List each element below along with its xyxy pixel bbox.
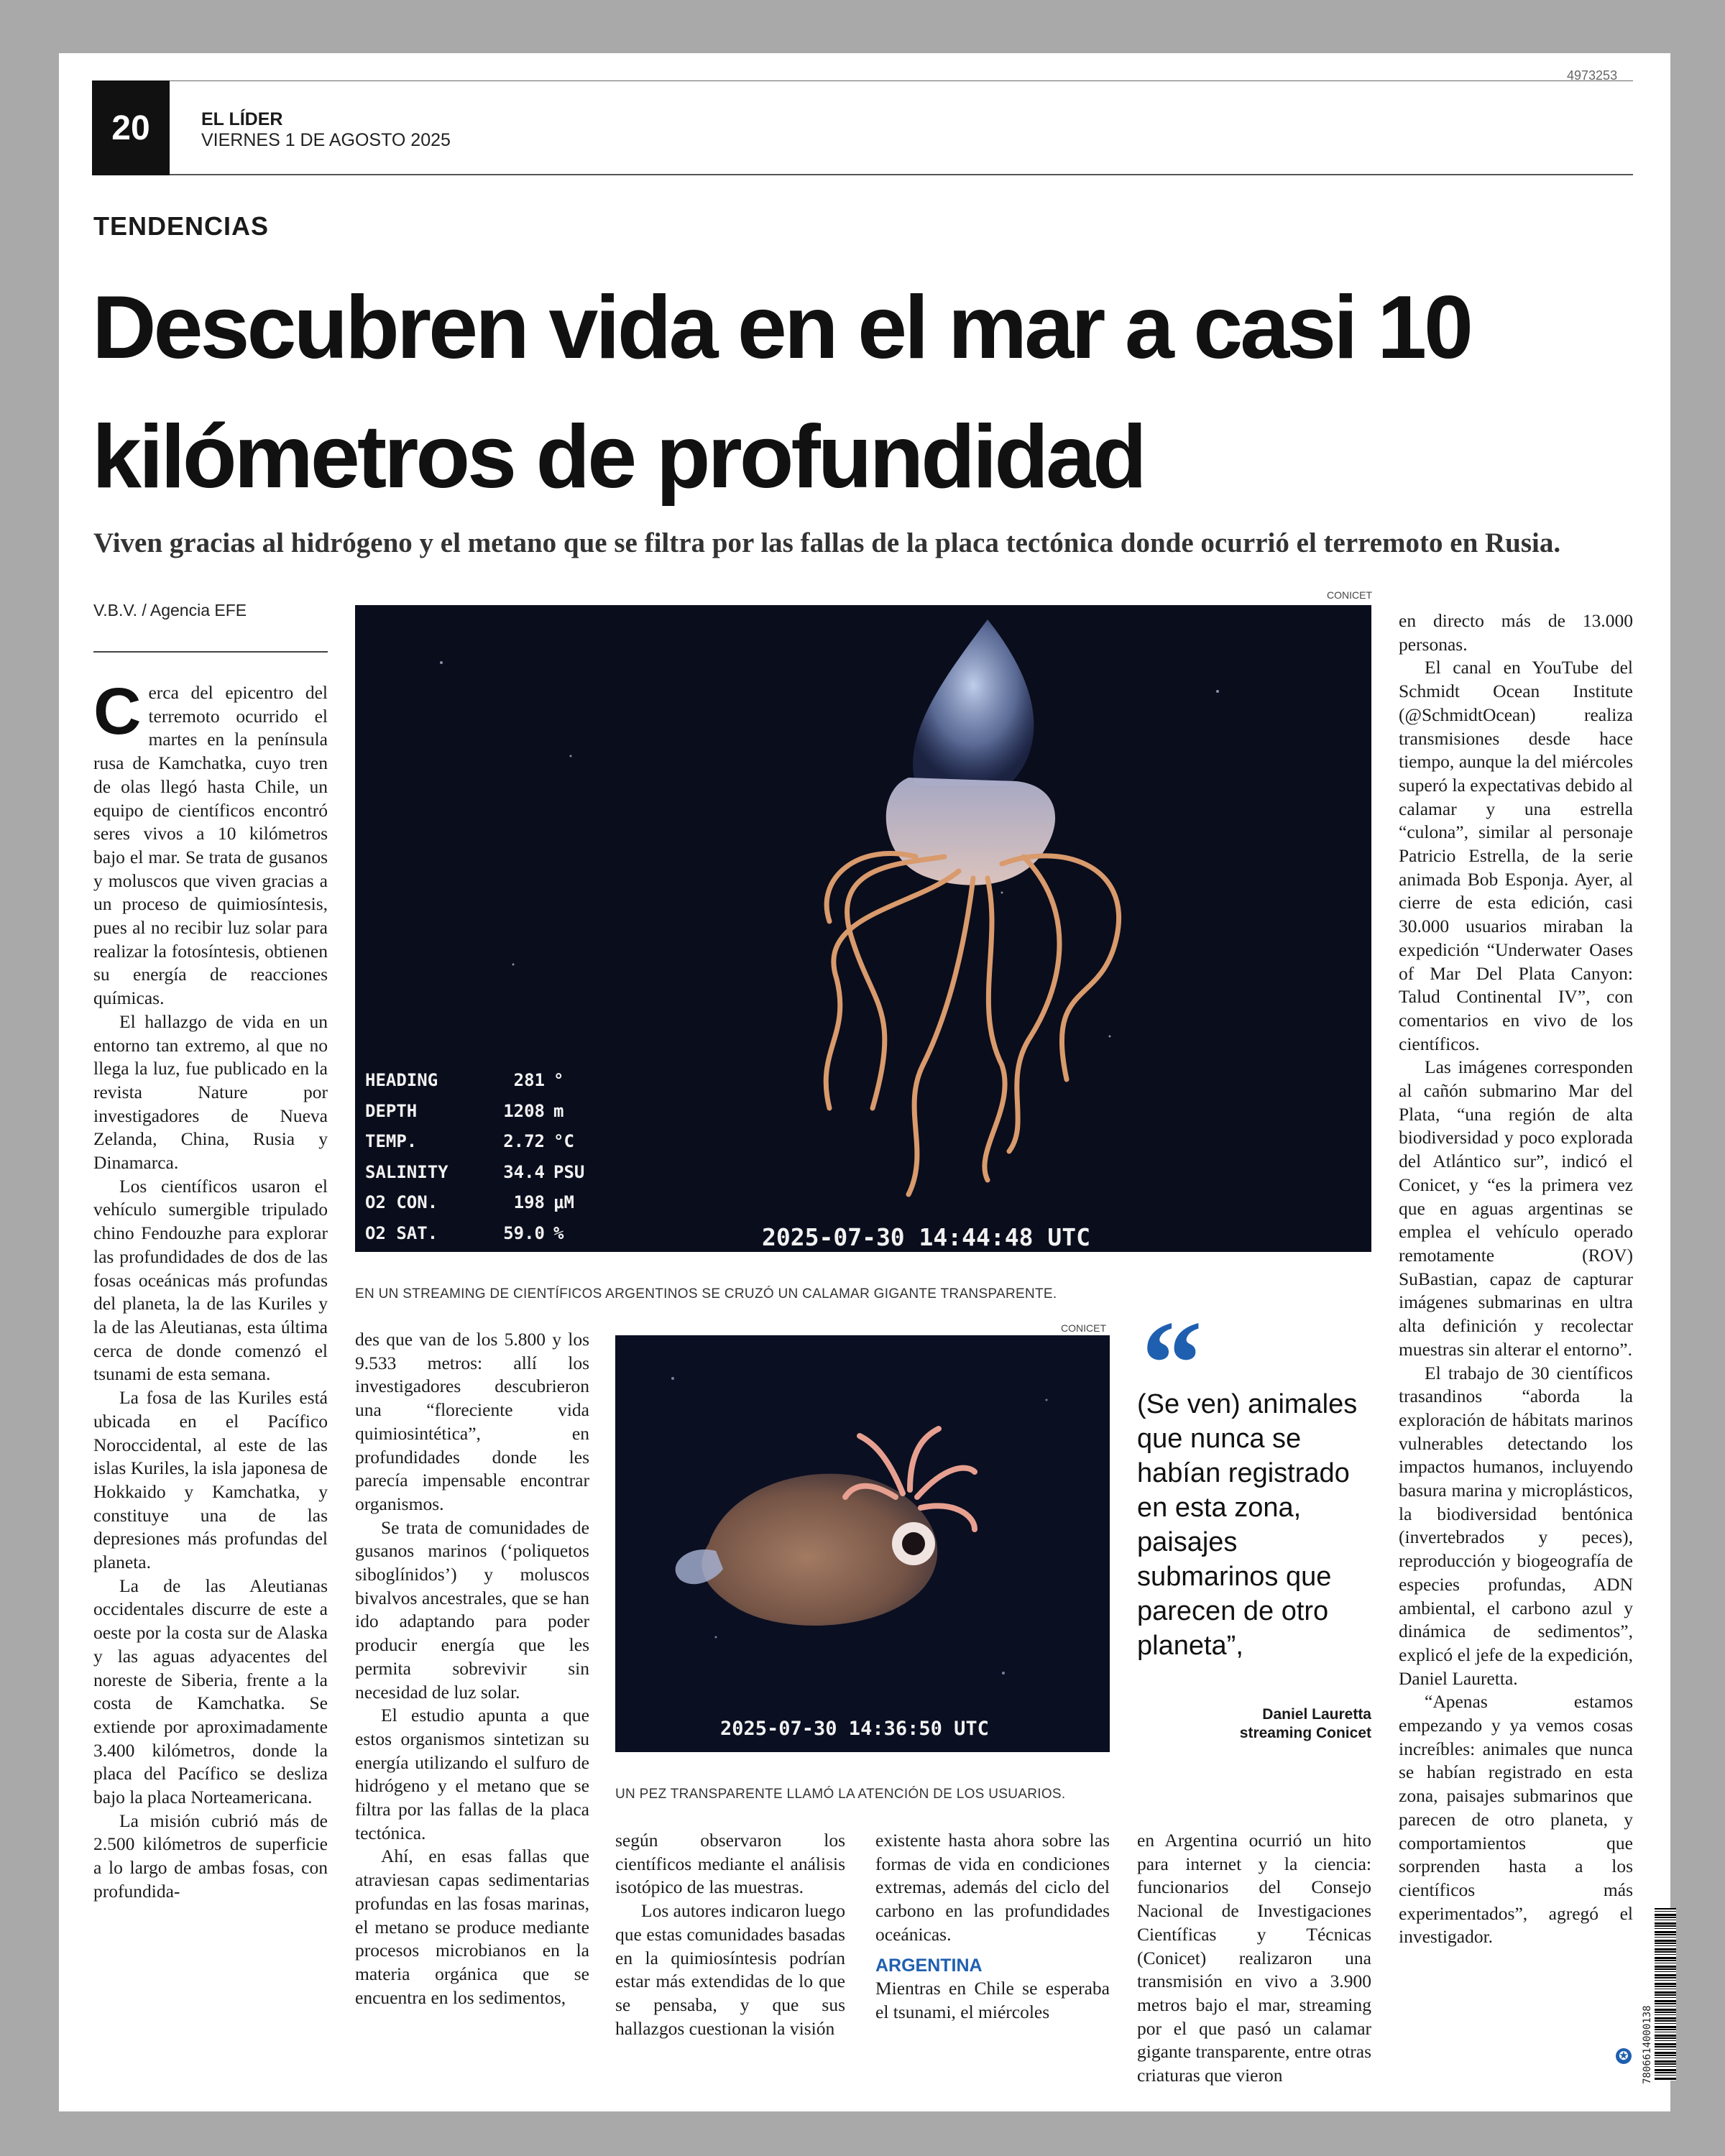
telemetry-row: O2 CON. 198 μM bbox=[365, 1192, 574, 1212]
pull-quote: (Se ven) animales que nunca se habían registrado en esta zona, paisajes submarinos que parecen de otro planeta”, bbox=[1137, 1389, 1358, 1661]
telemetry-row: HEADING 281 ° bbox=[365, 1070, 564, 1090]
subheadline: Viven gracias al hidrógeno y el metano que se filtra por las fallas de la placa tectónica donde ocurrió el terremoto en Rusia. bbox=[93, 528, 1561, 558]
article-column-2 bbox=[355, 1328, 589, 2009]
paragraph: des que van de los 5.800 y los 9.533 metros: allí los investigadores descubrieron una “floreciente vida quimiosintética”, en profundidades donde les parecía impensable encontrar organismos. bbox=[355, 1329, 589, 1514]
subheading: ARGENTINA bbox=[875, 1955, 983, 1976]
telemetry-row: SALINITY 34.4 PSU bbox=[365, 1161, 585, 1182]
paragraph: en directo más de 13.000 personas. bbox=[1399, 610, 1633, 655]
article-column-6 bbox=[1399, 609, 1633, 1949]
paragraph: Los autores indicaron luego que estas comunidades basadas en la quimiosíntesis podrían estar más extendidas de lo que se pensaba, y que sus hallazgos cuestionan la visión bbox=[615, 1900, 845, 2039]
headline: Descubren vida en el mar a casi 10 kilómetros de profundidad bbox=[92, 278, 1471, 507]
page-code: 4973253 bbox=[1567, 68, 1618, 83]
paragraph: según observaron los científicos mediante el análisis isotópico de las muestras. bbox=[615, 1830, 845, 1898]
telemetry-row: DEPTH 1208 m bbox=[365, 1100, 564, 1121]
telemetry-overlay bbox=[365, 1065, 584, 1248]
quote-source-role: streaming Conicet bbox=[1239, 1725, 1371, 1741]
transparent-fish-image bbox=[615, 1335, 1110, 1752]
section-label: TENDENCIAS bbox=[93, 211, 270, 241]
photo-credit: CONICET bbox=[1327, 589, 1372, 601]
paragraph: Ahí, en esas fallas que atraviesan capas sedimentarias profundas en las fosas marinas, el metano se produce mediante procesos microbianos en la materia orgánica que se encuentra en los sedimentos, bbox=[355, 1846, 589, 2008]
article-end-icon: ✪ bbox=[1616, 2048, 1632, 2064]
telemetry-row: TEMP. 2.72 °C bbox=[365, 1131, 574, 1151]
paragraph: El trabajo de 30 científicos trasandinos “aborda la exploración de hábitats marinos vulnerables detectando los impactos humanos, incluyendo basura marina y microplásticos, la biodiversidad bentónica (invertebrados y peces), reproducción y biogeografía de especies profundas, ADN ambiental, el carbono azul y dinámica de sedimentos”, explicó el jefe de la expedición, Daniel Lauretta. bbox=[1399, 1362, 1633, 1689]
byline: V.B.V. / Agencia EFE bbox=[93, 601, 247, 619]
article-column-5 bbox=[1137, 1829, 1371, 2088]
article-column-1 bbox=[93, 675, 328, 1904]
paragraph: El estudio apunta a que estos organismos sintetizan su energía utilizando el sulfuro de hidrógeno y el metano que se filtra por las fallas de la placa tectónica. bbox=[355, 1705, 589, 1843]
quote-source-name: Daniel Lauretta bbox=[1262, 1706, 1371, 1723]
barcode-number: 7806614000138 bbox=[1642, 2005, 1653, 2084]
paragraph: Cerca del epicentro del terremoto ocurrido el martes en la península rusa de Kamchatka, cuyo tren de olas llegó hasta Chile, un equipo de científicos encontró seres vivos a 10 kilómetros bajo el mar. Se trata de gusanos y moluscos que viven gracias a un proceso de quimiosíntesis, pues al no recibir luz solar para realizar la fotosíntesis, obtienen su energía de reacciones químicas. bbox=[93, 675, 328, 1009]
paragraph: “Apenas estamos empezando y ya vemos cosas increíbles: animales que nunca se habían registrado en esta zona, paisajes submarinos que parecen de otro planeta, y comportamientos que sorprenden hasta a los científicos más experimentados”, agregó el investigador. bbox=[1399, 1691, 1633, 1948]
squid-photo bbox=[355, 605, 1371, 1252]
paragraph: Las imágenes corresponden al cañón submarino Mar del Plata, “una región de alta biodiversidad y poco explorada del Atlántico sur”, indicó el Conicet, y “es la primera vez que en aguas argentinas se emplea el vehículo operado remotamente (ROV) SuBastian, capaz de capturar imágenes submarinas en ultra alta definición y recolectar muestras sin alterar el entorno”. bbox=[1399, 1056, 1633, 1360]
fish-photo bbox=[615, 1335, 1110, 1752]
drop-cap: C bbox=[93, 675, 142, 748]
article-column-3 bbox=[615, 1829, 845, 2040]
issue-date: VIERNES 1 DE AGOSTO 2025 bbox=[201, 130, 451, 150]
newspaper-name: EL LÍDER bbox=[201, 109, 283, 129]
paragraph: El canal en YouTube del Schmidt Ocean Institute (@SchmidtOcean) realiza transmisiones desde hace tiempo, aunque la del miércoles superó la expectativas debido al calamar y una estrella “culona”, similar al personaje Patricio Estrella, de la serie animada Bob Esponja. Ayer, al cierre de esta edición, casi 30.000 usuarios miraban la expedición “Underwater Oases of Mar Del Plata Canyon: Talud Continental IV”, con comentarios en vivo de los científicos. bbox=[1399, 657, 1633, 1054]
top-rule bbox=[170, 80, 1633, 81]
byline-rule bbox=[93, 651, 328, 653]
video-timestamp: 2025-07-30 14:44:48 UTC bbox=[762, 1223, 1090, 1251]
paragraph: El hallazgo de vida en un entorno tan extremo, al que no llega la luz, fue publicado en la revista Nature por investigadores de Nueva Zelanda, China, Rusia y Dinamarca. bbox=[93, 1010, 328, 1174]
paragraph: existente hasta ahora sobre las formas de vida en condiciones extremas, además del ciclo del carbono en las profundidades oceánicas. bbox=[875, 1830, 1110, 1945]
photo-credit: CONICET bbox=[1061, 1322, 1106, 1334]
quote-source bbox=[1222, 1705, 1371, 1743]
paragraph: en Argentina ocurrió un hito para internet y la ciencia: funcionarios del Consejo Nacional de Investigaciones Científicas y Técnicas (Conicet) realizaron una transmisión en vivo a 3.900 metros bajo el mar, streaming por el que pasó un calamar gigante transparente, entre otras criaturas que vieron bbox=[1137, 1830, 1371, 2086]
page-number: 20 bbox=[92, 80, 170, 175]
paragraph: Los científicos usaron el vehículo sumergible tripulado chino Fendouzhe para explorar las profundidades de dos de las fosas oceánicas más profundas del planeta, la de las Kuriles y la de las Aleutianas, esta última cerca de donde comenzó el tsunami de esta semana. bbox=[93, 1175, 328, 1385]
article-column-4 bbox=[875, 1829, 1110, 2024]
photo-caption: UN PEZ TRANSPARENTE LLAMÓ LA ATENCIÓN DE LOS USUARIOS. bbox=[615, 1787, 1066, 1802]
paragraph: Se trata de comunidades de gusanos marinos (‘poliquetos siboglínidos’) y moluscos bivalvos ancestrales, que se han ido adaptando para poder producir energía que les permita sobrevivir sin necesidad de luz solar. bbox=[355, 1516, 589, 1703]
paragraph: La fosa de las Kuriles está ubicada en el Pacífico Noroccidental, al este de las islas Kuriles, la isla japonesa de Hokkaido y Kamchatka, y constituye una de las depresiones más profundas del planeta. bbox=[93, 1387, 328, 1573]
quote-mark-icon: “ bbox=[1141, 1296, 1202, 1431]
paragraph: Mientras en Chile se esperaba el tsunami, el miércoles bbox=[875, 1978, 1110, 2022]
paragraph: La misión cubrió más de 2.500 kilómetros de superficie a lo largo de ambas fosas, con profundida- bbox=[93, 1810, 328, 1902]
paragraph: La de las Aleutianas occidentales discurre de este a oeste por la costa sur de Alaska y las aguas adyacentes del noreste de Siberia, frente a la costa de Kamchatka. Se extiende por aproximadamente 3.400 kilómetros, donde la placa del Pacífico se desliza bajo la placa Norteamericana. bbox=[93, 1575, 328, 1808]
video-timestamp: 2025-07-30 14:36:50 UTC bbox=[720, 1718, 989, 1740]
photo-caption: EN UN STREAMING DE CIENTÍFICOS ARGENTINOS SE CRUZÓ UN CALAMAR GIGANTE TRANSPARENTE. bbox=[355, 1286, 1057, 1302]
header-rule bbox=[170, 174, 1633, 175]
telemetry-row: O2 SAT. 59.0 % bbox=[365, 1222, 564, 1243]
barcode bbox=[1655, 1908, 1676, 2081]
